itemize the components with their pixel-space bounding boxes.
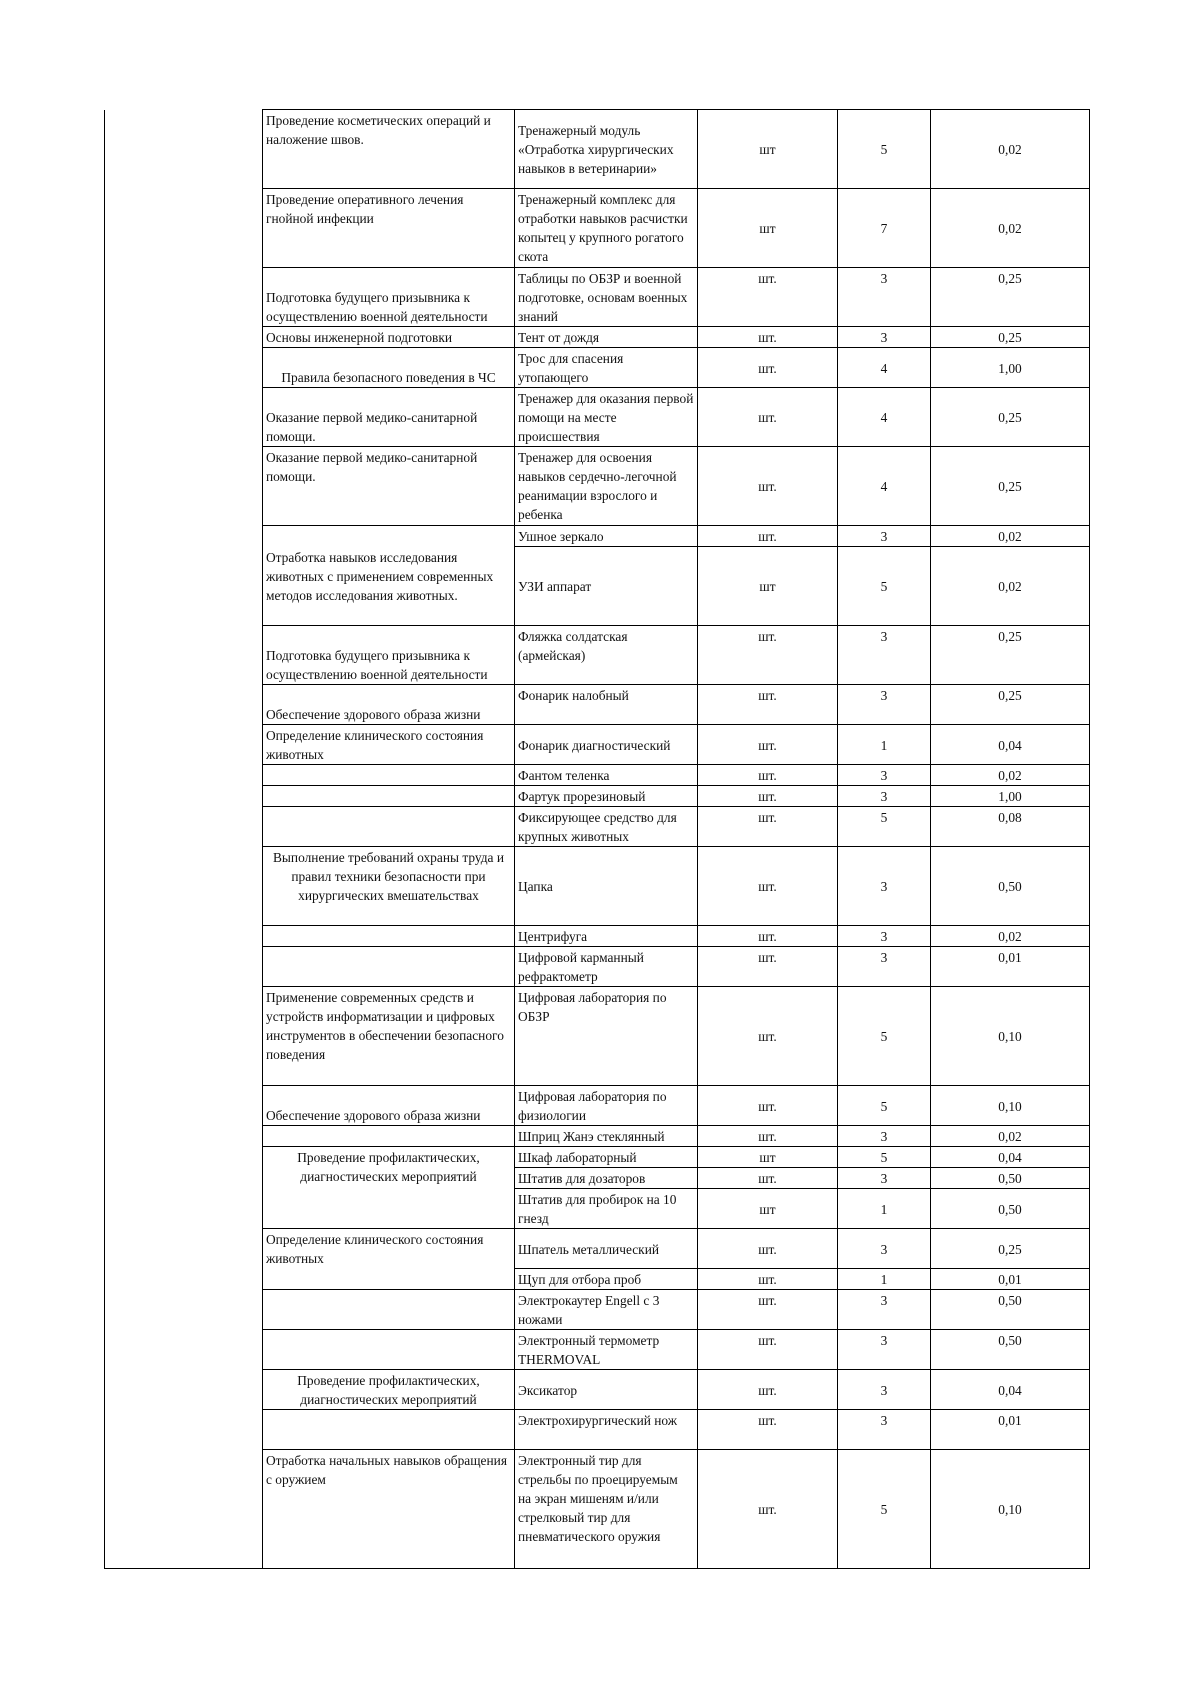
equipment-name-cell: Цифровой карманный рефрактометр <box>515 947 698 987</box>
purpose-cell: Проведение профилактических, диагностических мероприятий <box>263 1370 515 1410</box>
quantity-cell: 3 <box>838 1370 931 1410</box>
purpose-cell: Оказание первой медико-санитарной помощи. <box>263 447 515 526</box>
equipment-name-cell: Тренажерный модуль «Отработка хирургических навыков в ветеринарии» <box>515 110 698 189</box>
coefficient-cell: 0,01 <box>931 1269 1090 1290</box>
equipment-name-cell: Электронный тир для стрельбы по проецируемым на экран мишеням и/или стрелковый тир для пневматического оружия <box>515 1450 698 1569</box>
quantity-cell: 5 <box>838 110 931 189</box>
purpose-cell <box>263 1126 515 1147</box>
coefficient-cell: 0,02 <box>931 110 1090 189</box>
purpose-cell: Основы инженерной подготовки <box>263 327 515 348</box>
equipment-name-cell: Электронный термометр THERMOVAL <box>515 1330 698 1370</box>
unit-cell: шт. <box>698 1450 838 1569</box>
quantity-cell: 3 <box>838 1168 931 1189</box>
unit-cell: шт. <box>698 947 838 987</box>
coefficient-cell: 0,08 <box>931 807 1090 847</box>
equipment-name-cell: Тренажерный комплекс для отработки навыков расчистки копытец у крупного рогатого скота <box>515 189 698 268</box>
quantity-cell: 4 <box>838 388 931 447</box>
equipment-name-cell: Штатив для пробирок на 10 гнезд <box>515 1189 698 1229</box>
quantity-cell: 5 <box>838 547 931 626</box>
unit-cell: шт. <box>698 1168 838 1189</box>
unit-cell: шт <box>698 110 838 189</box>
quantity-cell: 3 <box>838 786 931 807</box>
purpose-cell: Проведение оперативного лечения гнойной инфекции <box>263 189 515 268</box>
equipment-name-cell: Тренажер для освоения навыков сердечно-легочной реанимации взрослого и ребенка <box>515 447 698 526</box>
purpose-cell <box>263 926 515 947</box>
unit-cell: шт. <box>698 1410 838 1450</box>
unit-cell: шт. <box>698 987 838 1086</box>
unit-cell: шт. <box>698 348 838 388</box>
unit-cell: шт. <box>698 807 838 847</box>
quantity-cell: 3 <box>838 1229 931 1269</box>
purpose-cell <box>263 947 515 987</box>
coefficient-cell: 0,02 <box>931 765 1090 786</box>
quantity-cell: 4 <box>838 447 931 526</box>
group-cell <box>105 1450 263 1569</box>
unit-cell: шт. <box>698 1229 838 1269</box>
purpose-cell: Отработка начальных навыков обращения с оружием <box>263 1450 515 1569</box>
unit-cell: шт. <box>698 765 838 786</box>
unit-cell: шт. <box>698 685 838 725</box>
purpose-cell: Обеспечение здорового образа жизни <box>263 685 515 725</box>
quantity-cell: 3 <box>838 1290 931 1330</box>
equipment-name-cell: Шкаф лабораторный <box>515 1147 698 1168</box>
group-cell <box>105 110 263 1450</box>
unit-cell: шт <box>698 1147 838 1168</box>
purpose-cell: Определение клинического состояния животных <box>263 725 515 765</box>
quantity-cell: 3 <box>838 847 931 926</box>
coefficient-cell: 0,02 <box>931 1126 1090 1147</box>
quantity-cell: 3 <box>838 1410 931 1450</box>
equipment-name-cell: Цифровая лаборатория по физиологии <box>515 1086 698 1126</box>
equipment-name-cell: Фартук прорезиновый <box>515 786 698 807</box>
equipment-name-cell: Цапка <box>515 847 698 926</box>
coefficient-cell: 0,25 <box>931 268 1090 327</box>
coefficient-cell: 0,50 <box>931 1189 1090 1229</box>
quantity-cell: 1 <box>838 1269 931 1290</box>
equipment-name-cell: Электрохирургический нож <box>515 1410 698 1450</box>
unit-cell: шт. <box>698 1370 838 1410</box>
equipment-name-cell: Трос для спасения утопающего <box>515 348 698 388</box>
coefficient-cell: 0,04 <box>931 1370 1090 1410</box>
purpose-cell <box>263 1410 515 1450</box>
quantity-cell: 1 <box>838 725 931 765</box>
coefficient-cell: 0,50 <box>931 847 1090 926</box>
purpose-cell: Подготовка будущего призывника к осуществлению военной деятельности <box>263 626 515 685</box>
equipment-name-cell: Центрифуга <box>515 926 698 947</box>
equipment-name-cell: Шприц Жанэ стеклянный <box>515 1126 698 1147</box>
purpose-cell: Обеспечение здорового образа жизни <box>263 1086 515 1126</box>
equipment-name-cell: Фляжка солдатская (армейская) <box>515 626 698 685</box>
equipment-name-cell: Штатив для дозаторов <box>515 1168 698 1189</box>
unit-cell: шт. <box>698 268 838 327</box>
equipment-name-cell: Ушное зеркало <box>515 526 698 547</box>
unit-cell: шт. <box>698 626 838 685</box>
coefficient-cell: 0,04 <box>931 725 1090 765</box>
unit-cell: шт. <box>698 786 838 807</box>
coefficient-cell: 0,25 <box>931 447 1090 526</box>
quantity-cell: 3 <box>838 626 931 685</box>
quantity-cell: 3 <box>838 268 931 327</box>
quantity-cell: 7 <box>838 189 931 268</box>
unit-cell: шт <box>698 1189 838 1229</box>
purpose-cell: Выполнение требований охраны труда и правил техники безопасности при хирургических вмешательствах <box>263 847 515 926</box>
purpose-cell: Подготовка будущего призывника к осуществлению военной деятельности <box>263 268 515 327</box>
coefficient-cell: 0,02 <box>931 526 1090 547</box>
coefficient-cell: 0,50 <box>931 1168 1090 1189</box>
purpose-cell: Применение современных средств и устройств информатизации и цифровых инструментов в обеспечении безопасного поведения <box>263 987 515 1086</box>
quantity-cell: 5 <box>838 1450 931 1569</box>
purpose-cell <box>263 786 515 807</box>
quantity-cell: 3 <box>838 926 931 947</box>
unit-cell: шт. <box>698 1086 838 1126</box>
quantity-cell: 3 <box>838 947 931 987</box>
coefficient-cell: 1,00 <box>931 348 1090 388</box>
equipment-name-cell: Фонарик диагностический <box>515 725 698 765</box>
quantity-cell: 5 <box>838 1147 931 1168</box>
quantity-cell: 5 <box>838 1086 931 1126</box>
equipment-name-cell: Таблицы по ОБЗР и военной подготовке, основам военных знаний <box>515 268 698 327</box>
quantity-cell: 3 <box>838 526 931 547</box>
coefficient-cell: 0,04 <box>931 1147 1090 1168</box>
coefficient-cell: 0,02 <box>931 189 1090 268</box>
unit-cell: шт. <box>698 526 838 547</box>
purpose-cell: Проведение косметических операций и наложение швов. <box>263 110 515 189</box>
purpose-cell: Отработка навыков исследования животных с применением современных методов исследования животных. <box>263 526 515 626</box>
unit-cell: шт. <box>698 1126 838 1147</box>
coefficient-cell: 0,10 <box>931 987 1090 1086</box>
purpose-cell <box>263 765 515 786</box>
purpose-cell <box>263 807 515 847</box>
coefficient-cell: 0,25 <box>931 388 1090 447</box>
quantity-cell: 3 <box>838 327 931 348</box>
equipment-name-cell: УЗИ аппарат <box>515 547 698 626</box>
unit-cell: шт. <box>698 725 838 765</box>
quantity-cell: 5 <box>838 987 931 1086</box>
equipment-table <box>104 109 1090 1569</box>
table-row <box>105 110 1090 189</box>
coefficient-cell: 0,01 <box>931 947 1090 987</box>
unit-cell: шт. <box>698 1269 838 1290</box>
equipment-name-cell: Эксикатор <box>515 1370 698 1410</box>
equipment-name-cell: Шпатель металлический <box>515 1229 698 1269</box>
quantity-cell: 5 <box>838 807 931 847</box>
coefficient-cell: 1,00 <box>931 786 1090 807</box>
coefficient-cell: 0,25 <box>931 685 1090 725</box>
equipment-name-cell: Фантом теленка <box>515 765 698 786</box>
coefficient-cell: 0,25 <box>931 626 1090 685</box>
equipment-name-cell: Тренажер для оказания первой помощи на месте происшествия <box>515 388 698 447</box>
equipment-name-cell: Щуп для отбора проб <box>515 1269 698 1290</box>
coefficient-cell: 0,10 <box>931 1450 1090 1569</box>
unit-cell: шт. <box>698 447 838 526</box>
coefficient-cell: 0,50 <box>931 1290 1090 1330</box>
quantity-cell: 4 <box>838 348 931 388</box>
unit-cell: шт. <box>698 327 838 348</box>
purpose-cell: Правила безопасного поведения в ЧС <box>263 348 515 388</box>
coefficient-cell: 0,50 <box>931 1330 1090 1370</box>
purpose-cell <box>263 1330 515 1370</box>
purpose-cell <box>263 1290 515 1330</box>
quantity-cell: 3 <box>838 685 931 725</box>
purpose-cell: Проведение профилактических, диагностических мероприятий <box>263 1147 515 1229</box>
unit-cell: шт. <box>698 847 838 926</box>
purpose-cell: Определение клинического состояния животных <box>263 1229 515 1290</box>
quantity-cell: 3 <box>838 1126 931 1147</box>
unit-cell: шт. <box>698 926 838 947</box>
unit-cell: шт. <box>698 1290 838 1330</box>
coefficient-cell: 0,02 <box>931 926 1090 947</box>
unit-cell: шт. <box>698 388 838 447</box>
table-row <box>105 1450 1090 1569</box>
coefficient-cell: 0,25 <box>931 327 1090 348</box>
quantity-cell: 3 <box>838 1330 931 1370</box>
purpose-cell: Оказание первой медико-санитарной помощи. <box>263 388 515 447</box>
equipment-name-cell: Фонарик налобный <box>515 685 698 725</box>
unit-cell: шт <box>698 547 838 626</box>
coefficient-cell: 0,25 <box>931 1229 1090 1269</box>
equipment-name-cell: Тент от дождя <box>515 327 698 348</box>
quantity-cell: 1 <box>838 1189 931 1229</box>
quantity-cell: 3 <box>838 765 931 786</box>
equipment-name-cell: Цифровая лаборатория по ОБЗР <box>515 987 698 1086</box>
unit-cell: шт. <box>698 1330 838 1370</box>
coefficient-cell: 0,01 <box>931 1410 1090 1450</box>
equipment-name-cell: Фиксирующее средство для крупных животных <box>515 807 698 847</box>
coefficient-cell: 0,02 <box>931 547 1090 626</box>
equipment-name-cell: Электрокаутер Engell с 3 ножами <box>515 1290 698 1330</box>
coefficient-cell: 0,10 <box>931 1086 1090 1126</box>
unit-cell: шт <box>698 189 838 268</box>
